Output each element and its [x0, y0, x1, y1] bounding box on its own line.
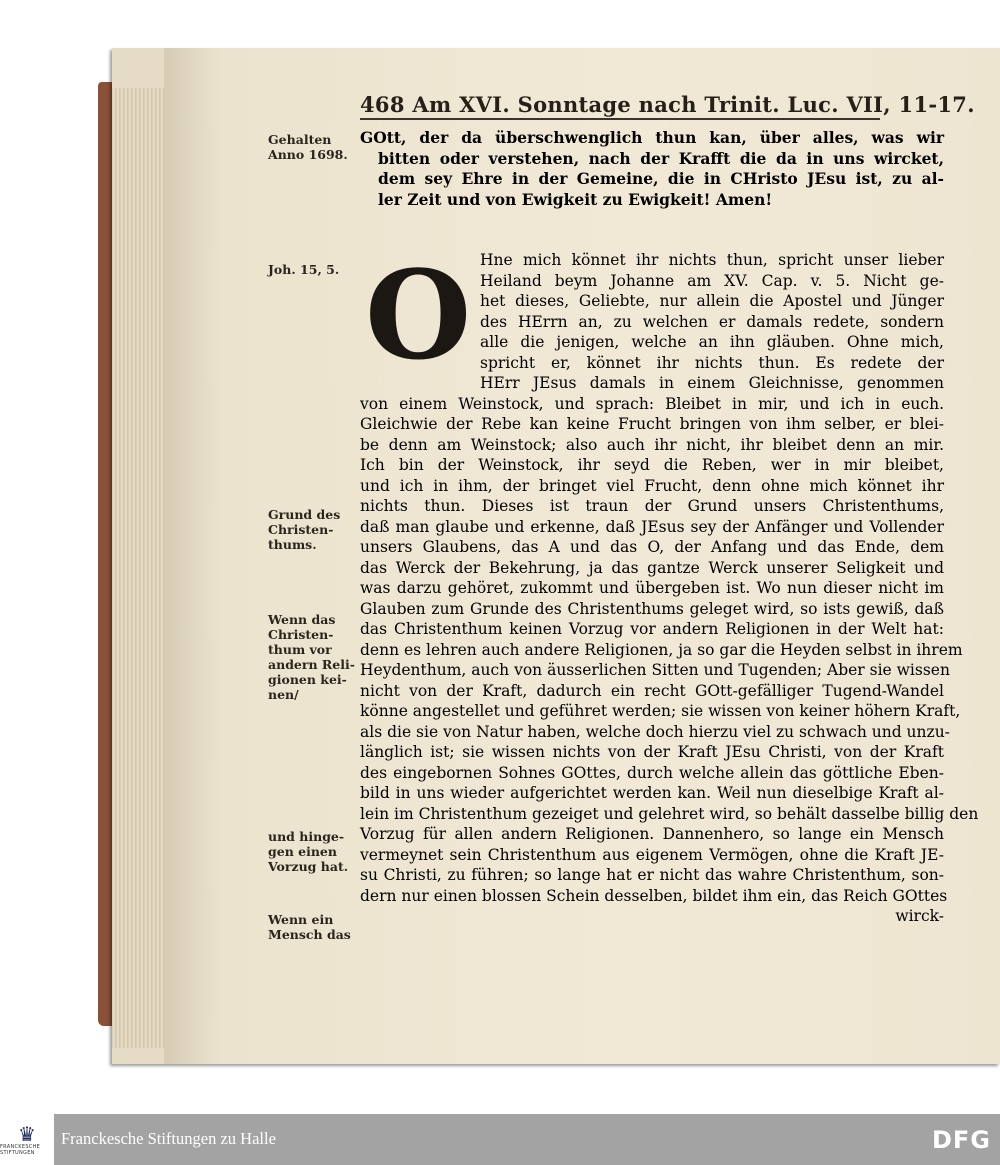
logo-subtitle: FRANCKESCHE STIFTUNGEN — [0, 1143, 41, 1156]
text-line: dern nur einen blossen Schein desselben, bildet ihm ein, das Reich GOttes — [360, 886, 948, 905]
footer-institution-title[interactable]: Franckesche Stiftungen zu Halle — [61, 1129, 276, 1148]
margin-note-line: andern Reli- — [268, 657, 355, 672]
text-line: be denn am Weinstock; also auch ihr nicht, ihr bleibet denn an mir. — [360, 435, 944, 454]
text-line: nicht von der Kraft, dadurch ein recht GOtt-gefälliger Tugend-Wandel — [360, 681, 944, 700]
prayer-line: ler Zeit und von Ewigkeit zu Ewigkeit! Amen! — [378, 189, 773, 209]
text-line: nichts thun. Dieses ist traun der Grund unsers Christenthums, — [360, 497, 944, 515]
margin-note-line: gionen kei- — [268, 672, 347, 687]
page-edges — [112, 88, 164, 1048]
margin-note-line: Christen- — [268, 522, 334, 537]
footer-bar — [0, 1114, 1000, 1165]
text-line: Glauben zum Grunde des Christenthums geleget wird, so ists gewiß, daß — [360, 599, 944, 618]
prayer-line: dem sey Ehre in der Gemeine, die in CHristo JEsu ist, zu al- — [378, 169, 944, 188]
margin-note-und-hingegen — [268, 829, 360, 874]
dfg-logo[interactable]: DFG — [931, 1126, 991, 1154]
text-line: unsers Glaubens, das A und das O, der Anfang und das Ende, dem — [360, 538, 944, 556]
text-line: HErr JEsus damals in einem Gleichnisse, genommen — [480, 374, 944, 392]
text-line: was darzu gehöret, zukommt und übergeben ist. Wo nun dieser nicht im — [360, 579, 944, 597]
text-line: Heiland beym Johanne am XV. Cap. v. 5. Nicht ge- — [480, 271, 944, 290]
text-line: Hne mich könnet ihr nichts thun, spricht unser lieber — [480, 251, 944, 269]
margin-note-line: nen/ — [268, 687, 299, 702]
margin-note-line: Mensch das — [268, 927, 351, 942]
text-line: von einem Weinstock, und sprach: Bleibet in mir, und ich in euch. — [360, 394, 944, 413]
margin-note-line: Christen- — [268, 627, 334, 642]
text-line: bild in uns wieder aufgerichtet werden kan. Weil nun dieselbige Kraft al- — [360, 784, 944, 802]
text-line: als die sie von Natur haben, welche doch hierzu viel zu schwach und unzu- — [360, 722, 950, 741]
francke-logo[interactable] — [0, 1114, 54, 1165]
text-line: das Werck der Bekehrung, ja das gantze Werck unserer Seligkeit und — [360, 558, 944, 577]
text-line: spricht er, könnet ihr nichts thun. Es redete der — [480, 353, 944, 372]
margin-note-line: Joh. 15, 5. — [268, 262, 340, 277]
margin-note-grund — [268, 507, 360, 552]
catchword: wirck- — [895, 907, 944, 925]
prayer-line: GOtt, der da überschwenglich thun kan, über alles, was wir — [360, 128, 944, 147]
text-line: lein im Christenthum gezeiget und gelehret wird, so behält dasselbe billig den — [360, 804, 979, 823]
institution-emblem-icon: ♛ — [18, 1121, 36, 1146]
margin-note-line: Anno 1698. — [268, 147, 348, 162]
text-line: und ich in ihm, der bringet viel Frucht, denn ohne mich könnet ihr — [360, 476, 944, 495]
margin-note-line: thums. — [268, 537, 317, 552]
margin-note-wenn-das — [268, 612, 360, 702]
text-line: het dieses, Geliebte, nur allein die Apostel und Jünger — [480, 292, 944, 310]
margin-note-gehalten — [268, 132, 360, 162]
text-line: des HErrn an, zu welchen er damals redete, sondern — [480, 312, 944, 331]
margin-note-line: Wenn das — [268, 612, 336, 627]
text-line: des eingebornen Sohnes GOttes, durch welche allein das göttliche Eben- — [360, 763, 944, 782]
text-line: könne angestellet und geführet werden; sie wissen von keiner höhern Kraft, — [360, 702, 961, 720]
margin-note-bible-ref — [268, 262, 360, 277]
text-line: vermeynet sein Christenthum aus eigenem Vermögen, ohne die Kraft JE- — [360, 845, 944, 864]
text-line: denn es lehren auch andere Religionen, ja so gar die Heyden selbst in ihrem — [360, 640, 963, 659]
text-line: Heydenthum, auch von äusserlichen Sitten und Tugenden; Aber sie wissen — [360, 661, 950, 679]
running-head: 468 Am XVI. Sonntage nach Trinit. Luc. VII, 11-17. — [360, 92, 975, 117]
margin-note-wenn-ein — [268, 912, 360, 942]
header-rule — [360, 118, 880, 120]
margin-note-line: Grund des — [268, 507, 341, 522]
margin-note-line: Wenn ein — [268, 912, 334, 927]
text-line: daß man glaube und erkenne, daß JEsus sey der Anfänger und Vollender — [360, 517, 944, 536]
text-line: Gleichwie der Rebe kan keine Frucht bringen von ihm selber, er blei- — [360, 415, 944, 433]
text-line: su Christi, zu führen; so lange hat er nicht das wahre Christenthum, son- — [360, 866, 944, 884]
text-line: alle die jenigen, welche an ihn gläuben. Ohne mich, — [480, 333, 944, 351]
text-line: länglich ist; sie wissen nichts von der Kraft JEsu Christi, von der Kraft — [360, 743, 944, 761]
text-line: Vorzug für allen andern Religionen. Dannenhero, so lange ein Mensch — [360, 825, 944, 843]
text-line: das Christenthum keinen Vorzug vor andern Religionen in der Welt hat: — [360, 620, 944, 638]
margin-note-line: Gehalten — [268, 132, 332, 147]
margin-note-line: gen einen — [268, 844, 337, 859]
margin-note-line: Vorzug hat. — [268, 859, 349, 874]
margin-note-line: thum vor — [268, 642, 332, 657]
drop-cap-initial: O — [365, 243, 472, 387]
margin-note-line: und hinge- — [268, 829, 345, 844]
text-line: Ich bin der Weinstock, ihr seyd die Reben, wer in mir bleibet, — [360, 456, 944, 474]
prayer-line: bitten oder verstehen, nach der Krafft die da in uns wircket, — [378, 148, 944, 168]
